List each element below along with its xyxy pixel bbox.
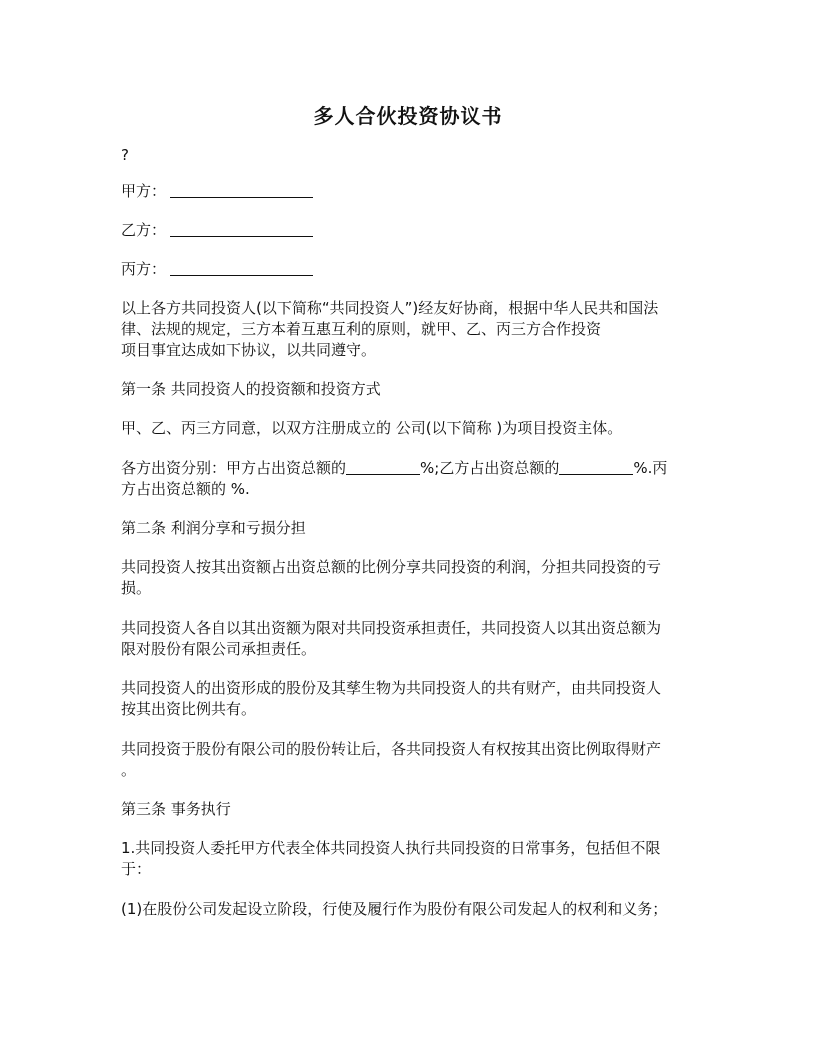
party-c-line (121, 259, 313, 280)
party-b-blank (170, 222, 313, 237)
intro-line: 项目事宜达成如下协议，以共同遵守。 (121, 341, 377, 359)
article3-item-1: (1)在股份公司发起设立阶段，行使及履行作为股份有限公司发起人的权利和义务； (121, 900, 668, 918)
article2-paragraph-line: 共同投资人各自以其出资额为限对共同投资承担责任，共同投资人以其出资总额为 (121, 619, 662, 637)
party-a-share-blank (346, 460, 420, 475)
party-b-label: 乙方： (121, 221, 167, 239)
article1-paragraph: 甲、乙、丙三方同意，以双方注册成立的 公司(以下简称 )为项目投资主体。 (121, 419, 623, 437)
article1-contribution-line (121, 458, 667, 479)
party-a-blank (170, 183, 313, 198)
article3-heading: 第三条 事务执行 (121, 800, 231, 818)
party-a-line (121, 181, 313, 202)
intro-line: 以上各方共同投资人(以下简称“共同投资人”)经友好协商，根据中华人民共和国法 (121, 299, 659, 317)
party-c-blank (170, 261, 313, 276)
article2-paragraph-line: 限对股份有限公司承担责任。 (121, 640, 317, 658)
article2-heading: 第二条 利润分享和亏损分担 (121, 519, 306, 537)
contribution-text-c: %.丙 (633, 459, 668, 477)
party-c-label: 丙方： (121, 260, 167, 278)
article2-paragraph-line: 共同投资于股份有限公司的股份转让后，各共同投资人有权按其出资比例取得财产 (121, 740, 662, 758)
question-marker: ? (121, 146, 129, 164)
contribution-text-b: %;乙方占出资总额的 (420, 459, 560, 477)
contribution-text-a: 各方出资分别：甲方占出资总额的 (121, 459, 347, 477)
article2-paragraph-line: 按其出资比例共有。 (121, 700, 257, 718)
article2-paragraph-line: 损。 (121, 579, 152, 597)
article3-paragraph-line: 1.共同投资人委托甲方代表全体共同投资人执行共同投资的日常事务，包括但不限 (121, 839, 661, 857)
party-a-label: 甲方： (121, 182, 167, 200)
article3-paragraph-line: 于： (121, 860, 152, 878)
article1-contribution-line2: 方占出资总额的 %. (121, 480, 250, 498)
article1-heading: 第一条 共同投资人的投资额和投资方式 (121, 380, 381, 398)
article2-paragraph-line: 共同投资人的出资形成的股份及其孳生物为共同投资人的共有财产，由共同投资人 (121, 679, 662, 697)
party-b-line (121, 220, 313, 241)
document-title: 多人合伙投资协议书 (313, 104, 503, 128)
party-b-share-blank (559, 460, 633, 475)
intro-line: 律、法规的规定，三方本着互惠互利的原则，就甲、乙、丙三方合作投资 (121, 320, 602, 338)
article2-paragraph-line: 共同投资人按其出资额占出资总额的比例分享共同投资的利润，分担共同投资的亏 (121, 558, 662, 576)
article2-paragraph-line: 。 (121, 761, 137, 779)
